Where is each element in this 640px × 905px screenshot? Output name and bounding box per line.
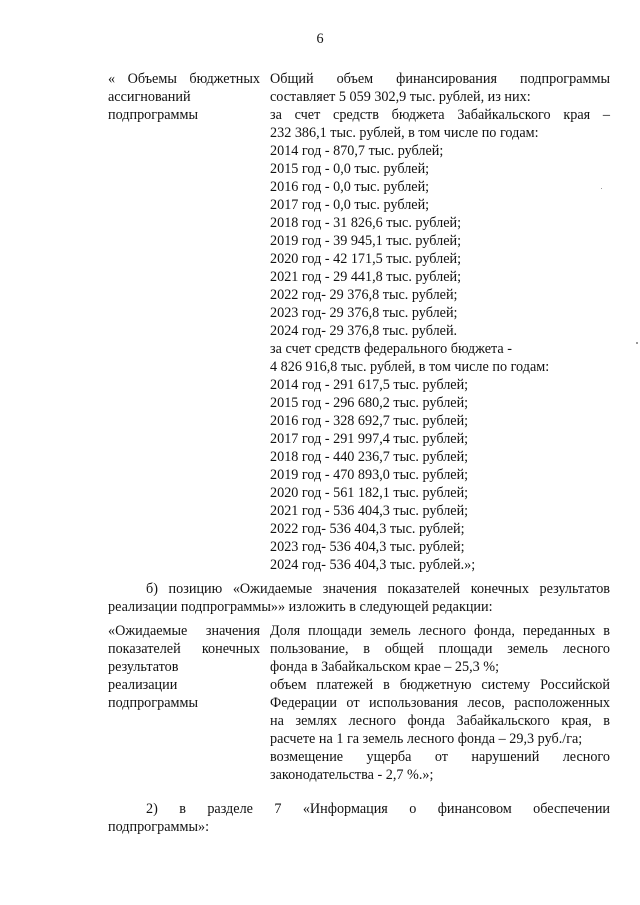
budget-text-line: 2022 год- 29 376,8 тыс. рублей; (270, 287, 458, 303)
budget-text-line: 4 826 916,8 тыс. рублей, в том числе по годам: (270, 359, 550, 375)
budget-text-line: составляет 5 059 302,9 тыс. рублей, из них: (270, 89, 531, 105)
expected-results-label (108, 622, 260, 712)
expected-text-line: законодательства - 2,7 %.»; (270, 767, 434, 783)
budget-label-line: « Объемы бюджетных (108, 71, 260, 87)
expected-label-line: «Ожидаемые значения (108, 623, 260, 639)
budget-text-line: Общий объем финансирования подпрограммы (270, 71, 610, 87)
budget-text-line: 2022 год- 536 404,3 тыс. рублей; (270, 521, 465, 537)
budget-text-line: 2017 год - 291 997,4 тыс. рублей; (270, 431, 469, 447)
budget-label (108, 70, 260, 124)
expected-text-line: объем платежей в бюджетную систему Российской (270, 677, 610, 693)
page-number: 6 (316, 31, 324, 47)
budget-text-line: за счет средств бюджета Забайкальского края – (270, 107, 610, 123)
budget-text-line: 2021 год - 536 404,3 тыс. рублей; (270, 503, 469, 519)
expected-text-line: Федерации от использования лесов, расположенных (270, 695, 610, 711)
budget-text-line: 2020 год - 42 171,5 тыс. рублей; (270, 251, 462, 267)
expected-text-line: возмещение ущерба от нарушений лесного (270, 749, 610, 765)
paragraph-b-line: реализации подпрограммы»» изложить в следующей редакции: (108, 599, 493, 615)
paragraph-2-line: подпрограммы»: (108, 819, 210, 835)
budget-text-line: 2016 год - 0,0 тыс. рублей; (270, 179, 430, 195)
expected-text-line: пользование, в общей площади земель лесного (270, 641, 610, 657)
budget-text-line: 2024 год- 536 404,3 тыс. рублей.»; (270, 557, 476, 573)
budget-text-line: 2018 год - 440 236,7 тыс. рублей; (270, 449, 469, 465)
budget-text-line: 2017 год - 0,0 тыс. рублей; (270, 197, 430, 213)
expected-label-line: подпрограммы (108, 695, 198, 711)
budget-text-line: 2016 год - 328 692,7 тыс. рублей; (270, 413, 469, 429)
expected-text-line: Доля площади земель лесного фонда, переданных в (270, 623, 610, 639)
budget-text-line: 2015 год - 0,0 тыс. рублей; (270, 161, 430, 177)
budget-text-line: 2014 год - 870,7 тыс. рублей; (270, 143, 444, 159)
expected-text-line: на землях лесного фонда Забайкальского края, в (270, 713, 610, 729)
budget-text-line: 2019 год - 39 945,1 тыс. рублей; (270, 233, 462, 249)
budget-text-line: 2023 год- 29 376,8 тыс. рублей; (270, 305, 458, 321)
paragraph-2-line: 2) в разделе 7 «Информация о финансовом обеспечении (146, 801, 610, 817)
budget-label-line: подпрограммы (108, 107, 198, 123)
scan-speck (601, 188, 602, 189)
expected-label-line: результатов (108, 659, 179, 675)
budget-text-line: за счет средств федерального бюджета - (270, 341, 512, 357)
budget-label-line: ассигнований (108, 89, 191, 105)
paragraph-b-line: б) позицию «Ожидаемые значения показателей конечных результатов (146, 581, 610, 597)
expected-label-line: реализации (108, 677, 178, 693)
budget-text-line: 2021 год - 29 441,8 тыс. рублей; (270, 269, 462, 285)
expected-text-line: фонда в Забайкальском крае – 25,3 %; (270, 659, 500, 675)
budget-text-line: 2020 год - 561 182,1 тыс. рублей; (270, 485, 469, 501)
budget-text-line: 2024 год- 29 376,8 тыс. рублей. (270, 323, 458, 339)
budget-text-line: 2015 год - 296 680,2 тыс. рублей; (270, 395, 469, 411)
budget-text-line: 2018 год - 31 826,6 тыс. рублей; (270, 215, 462, 231)
budget-text (270, 70, 610, 574)
scan-speck (636, 342, 638, 344)
budget-text-line: 2019 год - 470 893,0 тыс. рублей; (270, 467, 469, 483)
expected-results-text (270, 622, 610, 784)
expected-label-line: показателей конечных (108, 641, 260, 657)
expected-text-line: расчете на 1 га земель лесного фонда – 29,3 руб./га; (270, 731, 583, 747)
budget-text-line: 2014 год - 291 617,5 тыс. рублей; (270, 377, 469, 393)
budget-text-line: 232 386,1 тыс. рублей, в том числе по годам: (270, 125, 539, 141)
budget-text-line: 2023 год- 536 404,3 тыс. рублей; (270, 539, 465, 555)
